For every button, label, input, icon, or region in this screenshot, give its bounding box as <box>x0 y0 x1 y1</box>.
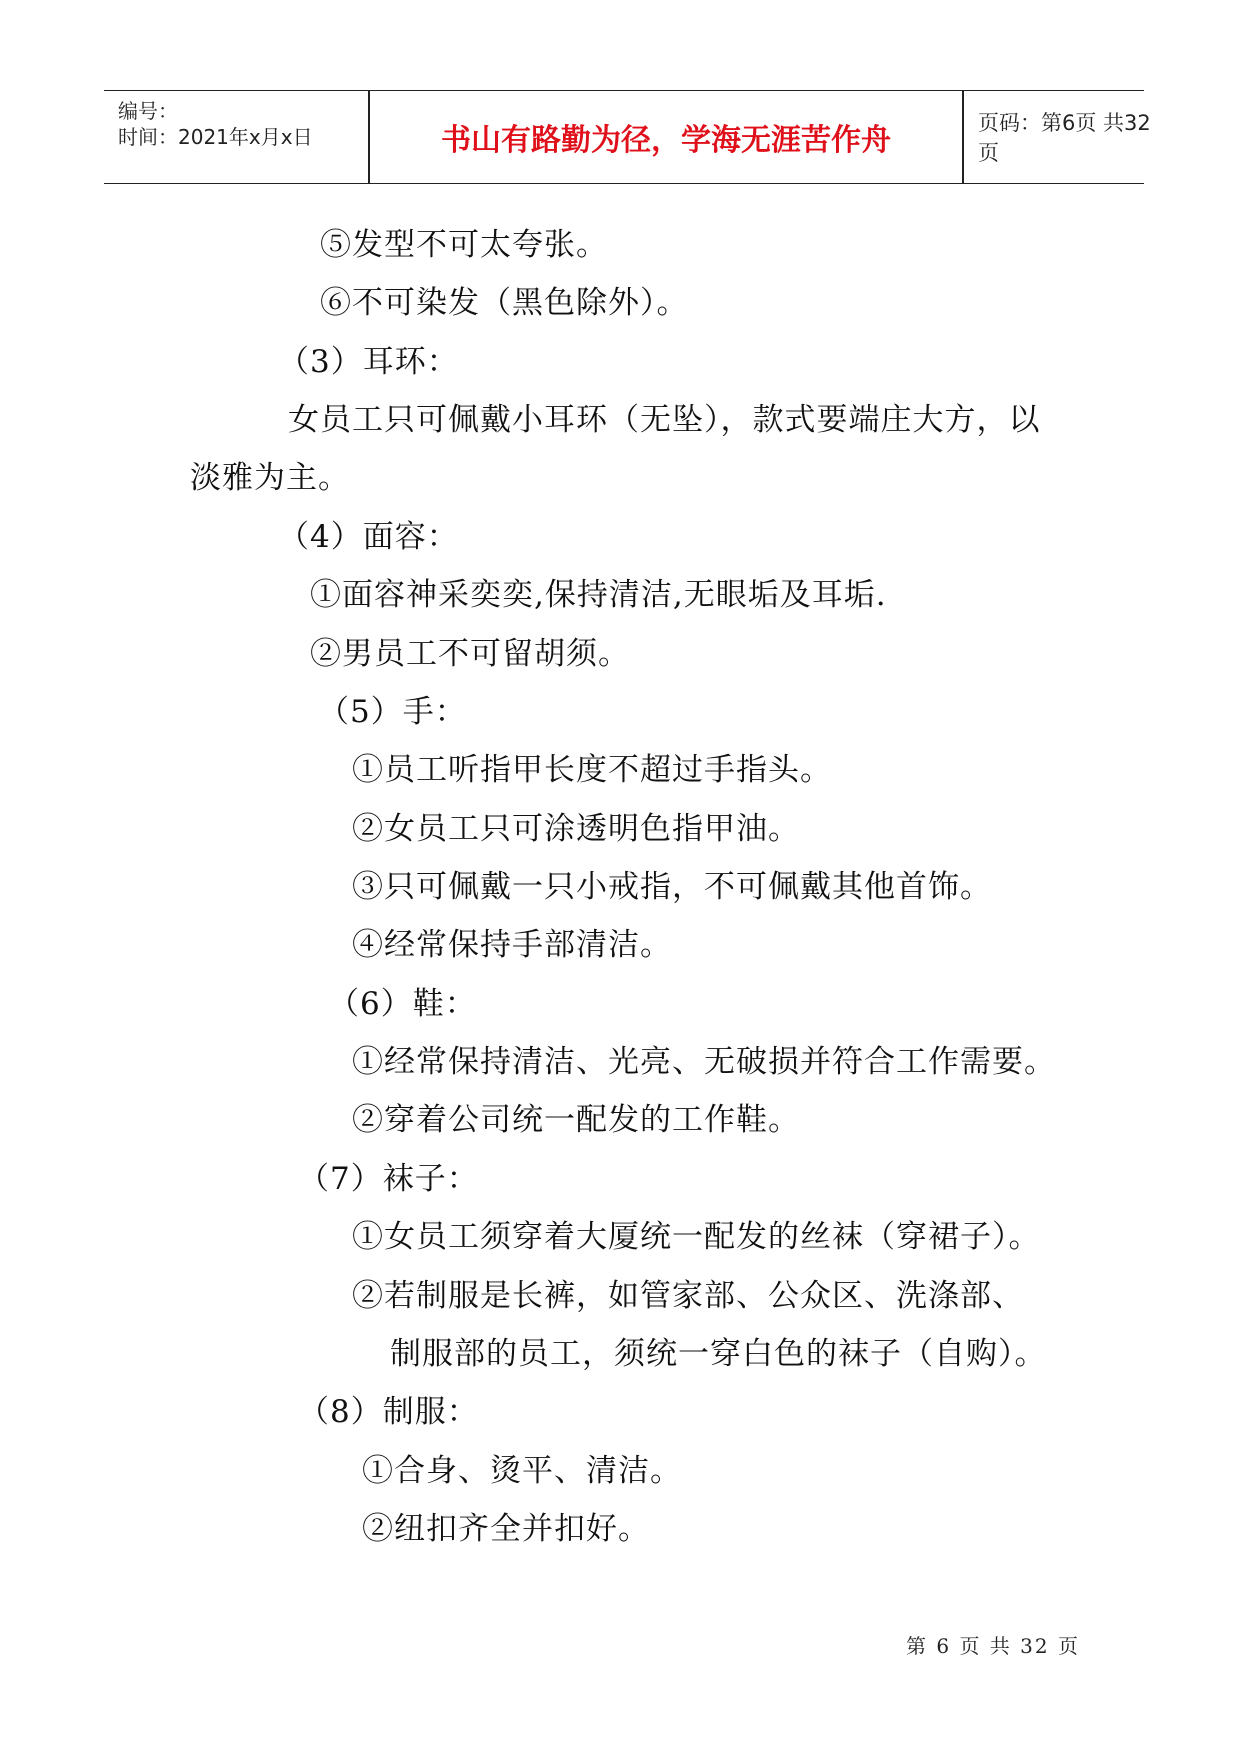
body-line: ①经常保持清洁、光亮、无破损并符合工作需要。 <box>352 1044 1056 1080</box>
number-label: 编号： <box>118 99 178 123</box>
body-line: ①女员工须穿着大厦统一配发的丝袜（穿裙子）。 <box>352 1219 1041 1255</box>
body-line: ①面容神采奕奕,保持清洁,无眼垢及耳垢. <box>310 577 887 613</box>
header-meta <box>104 91 368 183</box>
body-line: ②女员工只可涂透明色指甲油。 <box>352 811 800 847</box>
body-line: 制服部的员工，须统一穿白色的袜子（自购）。 <box>390 1336 1047 1372</box>
header-page-label: 页码：第6页 共32页 <box>978 111 1151 165</box>
body-line: ②若制服是长裤，如管家部、公众区、洗涤部、 <box>352 1278 1024 1314</box>
body-line: ①员工听指甲长度不超过手指头。 <box>352 752 832 788</box>
body-line: ①合身、烫平、清洁。 <box>362 1453 682 1489</box>
body-line: ④经常保持手部清洁。 <box>352 927 672 963</box>
time-label: 时间：2021年x月x日 <box>118 125 313 149</box>
body-line: ②男员工不可留胡须。 <box>310 636 630 672</box>
body-line: 淡雅为主。 <box>190 460 350 496</box>
body-line: ②纽扣齐全并扣好。 <box>362 1511 650 1547</box>
section-heading: （7）袜子： <box>298 1161 479 1197</box>
body-line: ②穿着公司统一配发的工作鞋。 <box>352 1102 800 1138</box>
body-line: ⑥不可染发（黑色除外）。 <box>320 285 689 321</box>
section-heading: （3）耳环： <box>278 344 459 380</box>
section-heading: （4）面容： <box>278 519 459 555</box>
body-line: ⑤发型不可太夸张。 <box>320 227 608 263</box>
section-heading: （8）制服： <box>298 1394 479 1430</box>
page-header <box>104 90 1151 184</box>
section-heading: （6）鞋： <box>328 986 477 1022</box>
page-footer: 第 6 页 共 32 页 <box>906 1634 1080 1658</box>
body-line: 女员工只可佩戴小耳环（无坠），款式要端庄大方，以 <box>288 402 1041 438</box>
section-heading: （5）手： <box>318 694 467 730</box>
header-motto: 书山有路勤为径，学海无涯苦作舟 <box>441 123 891 158</box>
body-line: ③只可佩戴一只小戒指，不可佩戴其他首饰。 <box>352 869 992 905</box>
